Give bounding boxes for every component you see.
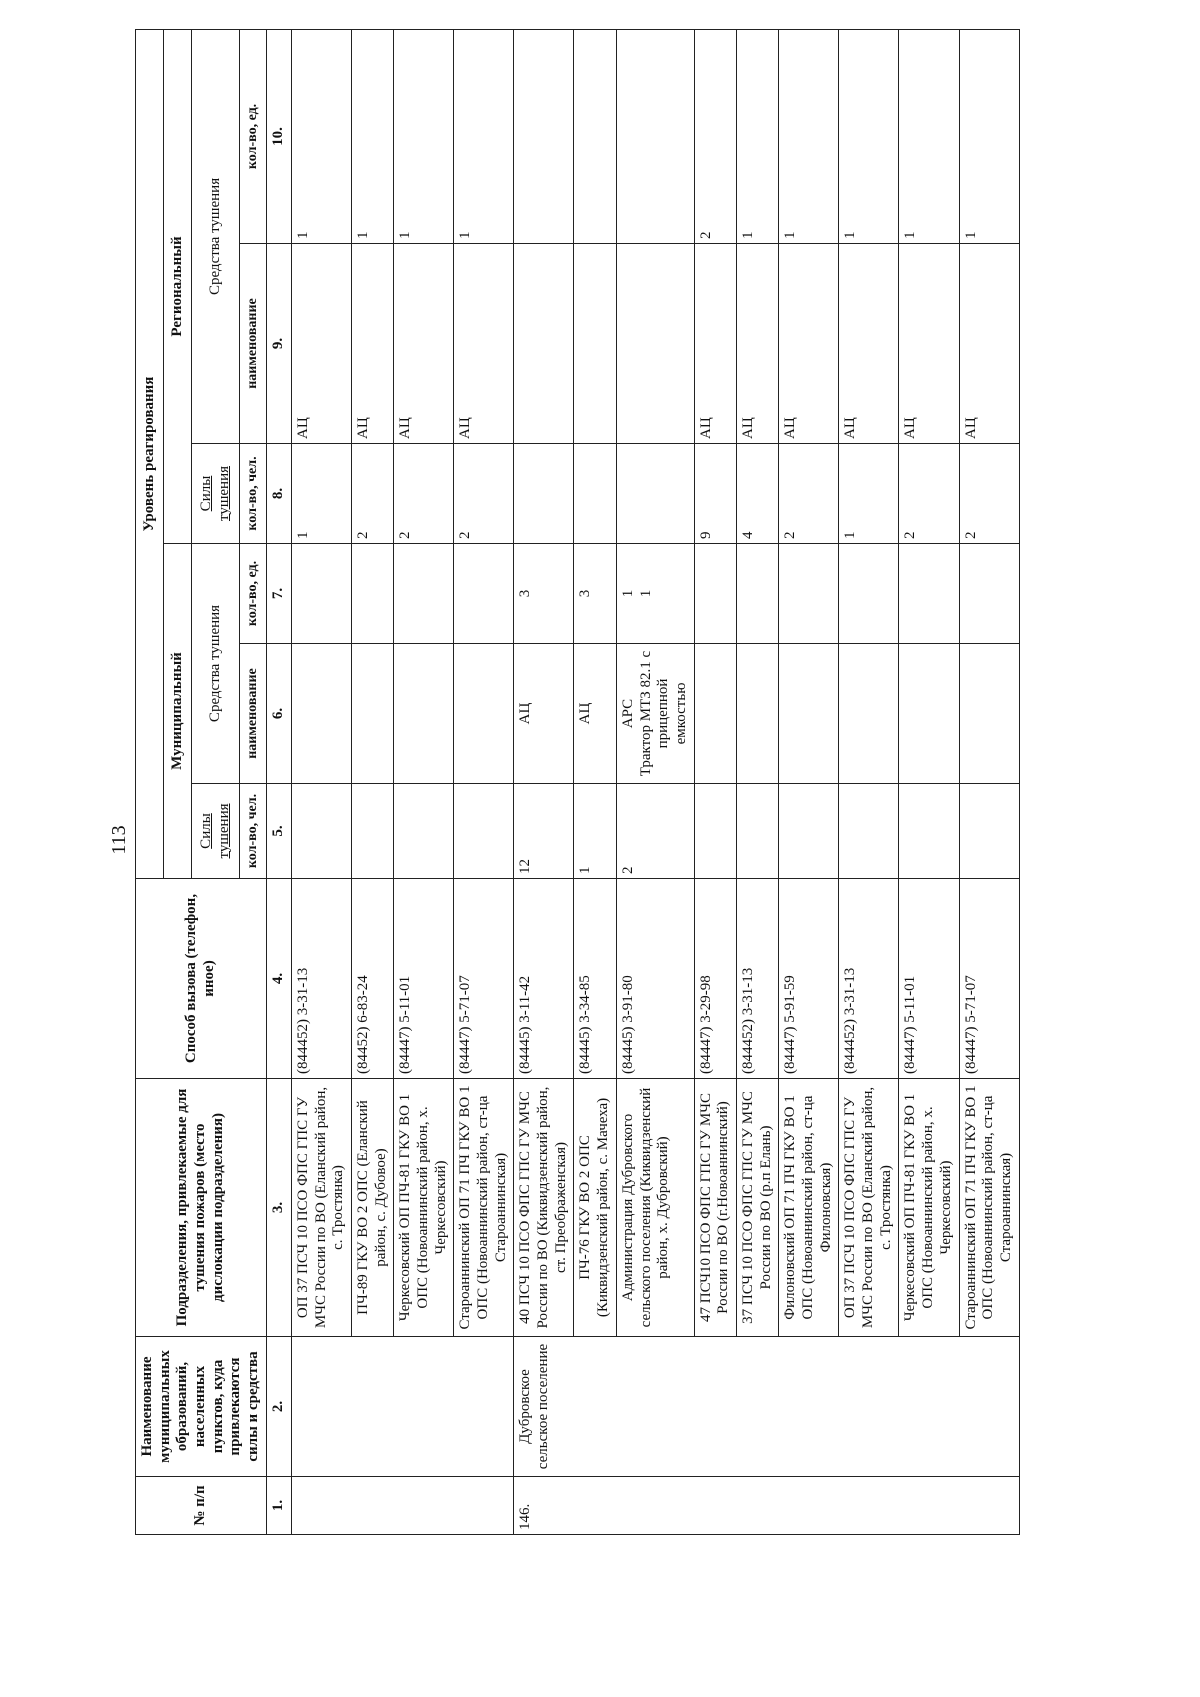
table-row: [959, 29, 1019, 1534]
call-phone: (84447) 5-71-07: [959, 879, 1019, 1079]
municipal-means-name: [454, 644, 514, 784]
table-row: [694, 29, 736, 1534]
regional-means-name: АЦ: [694, 244, 736, 444]
regional-means-qty: 1: [291, 29, 351, 243]
municipal-means-qty: [899, 544, 959, 644]
municipal-means-qty: [779, 544, 839, 644]
call-phone: (84445) 3-34-85: [574, 879, 616, 1079]
regional-forces-qty: 1: [839, 444, 899, 544]
municipal-means-name: [351, 644, 393, 784]
header-municipal: Муниципальный: [164, 544, 192, 879]
header-num: № п/п: [136, 1477, 267, 1535]
call-phone: (84447) 5-91-59: [779, 879, 839, 1079]
municipal-means-name: [394, 644, 454, 784]
regional-means-name: АЦ: [454, 244, 514, 444]
header-regional: Региональный: [164, 29, 192, 543]
municipal-forces-qty: [779, 784, 839, 879]
header-call: Способ вызова (телефон, иное): [136, 879, 267, 1079]
regional-forces-qty: 2: [454, 444, 514, 544]
header-m-name: наименование: [240, 644, 267, 784]
unit-name: Староаннинский ОП 71 ПЧ ГКУ ВО 1 ОПС (Новоаннинский район, ст-ца Староаннинская): [454, 1079, 514, 1337]
table-row: [574, 29, 616, 1534]
municipal-means-qty: 3: [574, 544, 616, 644]
regional-forces-qty: 2: [959, 444, 1019, 544]
regional-means-name: [514, 244, 574, 444]
municipal-forces-qty: [291, 784, 351, 879]
table-row: [394, 29, 454, 1534]
municipal-forces-qty: 12: [514, 784, 574, 879]
column-number: 8.: [266, 444, 291, 544]
regional-means-qty: [514, 29, 574, 243]
municipal-forces-qty: [959, 784, 1019, 879]
regional-means-name: АЦ: [779, 244, 839, 444]
column-number: 9.: [266, 244, 291, 444]
municipal-forces-qty: [694, 784, 736, 879]
municipal-means-name: АРС Трактор МТЗ 82.1 с прицепной емкостью: [616, 644, 694, 784]
regional-forces-qty: [574, 444, 616, 544]
page-number: 113: [108, 825, 130, 855]
column-number: 6.: [266, 644, 291, 784]
call-phone: (84447) 5-11-01: [394, 879, 454, 1079]
header-units: Подразделения, привлекаемые для тушения пожаров (место дислокации подразделения): [136, 1079, 267, 1337]
regional-forces-qty: 2: [779, 444, 839, 544]
call-phone: (844452) 3-31-13: [291, 879, 351, 1079]
municipal-means-qty: [454, 544, 514, 644]
municipal-forces-qty: [351, 784, 393, 879]
municipal-means-qty: [736, 544, 778, 644]
regional-means-name: АЦ: [736, 244, 778, 444]
regional-means-name: АЦ: [394, 244, 454, 444]
unit-name: ПЧ-76 ГКУ ВО 2 ОПС (Киквидзенский район, с. Мачеха): [574, 1079, 616, 1337]
table-row: [616, 29, 694, 1534]
header-r-means: Средства тушения: [192, 29, 240, 443]
table-row: [351, 29, 393, 1534]
municipal-means-qty: [839, 544, 899, 644]
regional-forces-qty: 2: [899, 444, 959, 544]
regional-forces-qty: [514, 444, 574, 544]
regional-means-name: АЦ: [839, 244, 899, 444]
regional-means-qty: 1: [839, 29, 899, 243]
column-number: 3.: [266, 1079, 291, 1337]
header-r-forces: Силы тушения: [192, 444, 240, 544]
municipal-means-name: [694, 644, 736, 784]
column-number-row: [266, 29, 291, 1534]
municipal-forces-qty: [454, 784, 514, 879]
regional-means-qty: 1: [779, 29, 839, 243]
unit-name: 40 ПСЧ 10 ПСО ФПС ГПС ГУ МЧС России по ВО (Киквидзенский район, ст. Преображенская): [514, 1079, 574, 1337]
header-response-level: Уровень реагирования: [136, 29, 164, 878]
rotated-sheet: [135, 30, 1200, 1535]
call-phone: (84445) 3-11-42: [514, 879, 574, 1079]
call-phone: (844452) 3-31-13: [839, 879, 899, 1079]
municipal-forces-qty: [899, 784, 959, 879]
column-number: 4.: [266, 879, 291, 1079]
table-row: [839, 29, 899, 1534]
regional-means-qty: 1: [394, 29, 454, 243]
regional-means-qty: 1: [899, 29, 959, 243]
municipal-means-qty: [351, 544, 393, 644]
row-number: 146.: [514, 1477, 1019, 1535]
regional-forces-qty: 1: [291, 444, 351, 544]
municipal-forces-qty: [394, 784, 454, 879]
municipal-means-name: [899, 644, 959, 784]
header-municipality: Наименование муниципальных образований, населенных пунктов, куда привлекаются силы и средства: [136, 1337, 267, 1477]
unit-name: ОП 37 ПСЧ 10 ПСО ФПС ГПС ГУ МЧС России по ВО (Еланский район, с. Тростянка): [839, 1079, 899, 1337]
call-phone: (84447) 5-11-01: [899, 879, 959, 1079]
municipal-means-qty: 3: [514, 544, 574, 644]
municipal-means-name: [779, 644, 839, 784]
regional-means-name: АЦ: [899, 244, 959, 444]
column-number: 5.: [266, 784, 291, 879]
unit-name: Филоновский ОП 71 ПЧ ГКУ ВО 1 ОПС (Новоаннинский район, ст-ца Филоновская): [779, 1079, 839, 1337]
unit-name: Администрация Дубровского сельского поселения (Киквидзенский район, х. Дубровский): [616, 1079, 694, 1337]
regional-means-qty: 1: [454, 29, 514, 243]
call-phone: (84452) 6-83-24: [351, 879, 393, 1079]
unit-name: Черкесовский ОП ПЧ-81 ГКУ ВО 1 ОПС (Новоаннинский район, х. Черкесовский): [394, 1079, 454, 1337]
regional-means-name: АЦ: [959, 244, 1019, 444]
regional-forces-qty: 2: [351, 444, 393, 544]
header-m-qty-people: кол-во, чел.: [240, 784, 267, 879]
municipal-forces-qty: [839, 784, 899, 879]
municipal-means-qty: [694, 544, 736, 644]
column-number: 1.: [266, 1477, 291, 1535]
regional-forces-qty: 2: [394, 444, 454, 544]
municipal-means-qty: 1 1: [616, 544, 694, 644]
call-phone: (84447) 5-71-07: [454, 879, 514, 1079]
regional-forces-qty: 4: [736, 444, 778, 544]
table-row: [514, 29, 574, 1534]
municipal-means-name: [736, 644, 778, 784]
municipal-means-qty: [291, 544, 351, 644]
regional-means-name: АЦ: [291, 244, 351, 444]
regional-means-qty: 1: [736, 29, 778, 243]
header-r-name: наименование: [240, 244, 267, 444]
header-m-qty-units: кол-во, ед.: [240, 544, 267, 644]
header-m-means: Средства тушения: [192, 544, 240, 784]
regional-means-qty: 1: [959, 29, 1019, 243]
call-phone: (84445) 3-91-80: [616, 879, 694, 1079]
unit-name: 37 ПСЧ 10 ПСО ФПС ГПС ГУ МЧС России по ВО (р.п Елань): [736, 1079, 778, 1337]
municipality-name: [291, 1337, 514, 1477]
row-number: [291, 1477, 514, 1535]
municipal-means-name: [959, 644, 1019, 784]
regional-means-name: [574, 244, 616, 444]
municipal-forces-qty: 2: [616, 784, 694, 879]
call-phone: (84447) 3-29-98: [694, 879, 736, 1079]
regional-means-name: [616, 244, 694, 444]
municipal-means-qty: [959, 544, 1019, 644]
table-row: [454, 29, 514, 1534]
unit-name: Черкесовский ОП ПЧ-81 ГКУ ВО 1 ОПС (Новоаннинский район, х. Черкесовский): [899, 1079, 959, 1337]
header-r-qty-people: кол-во, чел.: [240, 444, 267, 544]
header-m-forces: Силы тушения: [192, 784, 240, 879]
municipal-means-qty: [394, 544, 454, 644]
call-phone: (844452) 3-31-13: [736, 879, 778, 1079]
municipal-means-name: [291, 644, 351, 784]
fire-response-table: [135, 29, 1020, 1535]
header-r-qty-units: кол-во, ед.: [240, 29, 267, 243]
unit-name: Староаннинский ОП 71 ПЧ ГКУ ВО 1 ОПС (Новоаннинский район, ст-ца Староаннинская): [959, 1079, 1019, 1337]
regional-means-qty: [616, 29, 694, 243]
municipal-means-name: АЦ: [574, 644, 616, 784]
column-number: 10.: [266, 29, 291, 243]
municipality-name: Дубровское сельское поселение: [514, 1337, 1019, 1477]
regional-means-name: АЦ: [351, 244, 393, 444]
municipal-forces-qty: [736, 784, 778, 879]
regional-means-qty: 1: [351, 29, 393, 243]
municipal-forces-qty: 1: [574, 784, 616, 879]
regional-forces-qty: [616, 444, 694, 544]
table-row: [291, 29, 351, 1534]
table-row: [899, 29, 959, 1534]
unit-name: ПЧ-89 ГКУ ВО 2 ОПС (Еланский район, с. Дубовое): [351, 1079, 393, 1337]
column-number: 2.: [266, 1337, 291, 1477]
municipal-means-name: АЦ: [514, 644, 574, 784]
unit-name: 47 ПСЧ10 ПСО ФПС ГПС ГУ МЧС России по ВО (г.Новоаннинский): [694, 1079, 736, 1337]
regional-forces-qty: 9: [694, 444, 736, 544]
regional-means-qty: 2: [694, 29, 736, 243]
municipal-means-name: [839, 644, 899, 784]
regional-means-qty: [574, 29, 616, 243]
table-row: [736, 29, 778, 1534]
table-row: [779, 29, 839, 1534]
column-number: 7.: [266, 544, 291, 644]
unit-name: ОП 37 ПСЧ 10 ПСО ФПС ГПС ГУ МЧС России по ВО (Еланский район, с. Тростянка): [291, 1079, 351, 1337]
